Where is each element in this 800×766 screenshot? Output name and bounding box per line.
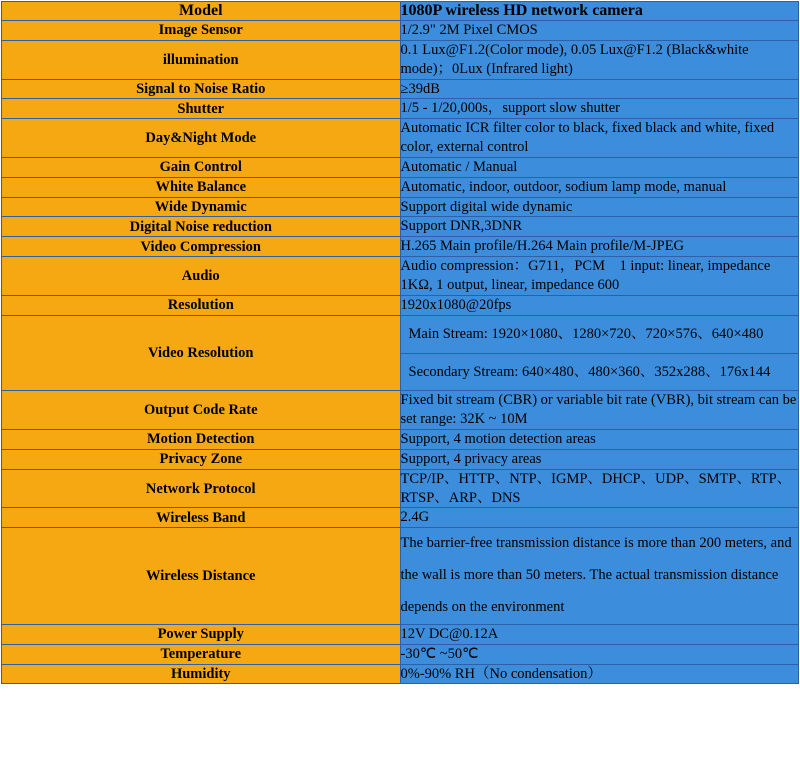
table-row	[2, 237, 799, 257]
table-body	[2, 2, 799, 684]
table-row	[2, 430, 799, 450]
spec-value-subrow: Secondary Stream: 640×480、480×360、352x288、176x144	[401, 354, 799, 391]
spec-label-cell: Video Resolution	[2, 315, 401, 391]
spec-value-cell: 0.1 Lux@F1.2(Color mode), 0.05 Lux@F1.2 (Black&white mode)；0Lux (Infrared light)	[400, 40, 799, 79]
spec-value-cell	[400, 315, 799, 391]
spec-label-cell: Audio	[2, 257, 401, 296]
table-row	[2, 119, 799, 158]
spec-label-cell: Wide Dynamic	[2, 197, 401, 217]
spec-label-cell: Day&Night Mode	[2, 119, 401, 158]
header-label-cell: Model	[2, 2, 401, 21]
table-row	[2, 99, 799, 119]
spec-label-cell: Gain Control	[2, 157, 401, 177]
spec-label-cell: Wireless Band	[2, 508, 401, 528]
spec-value-cell: Support, 4 privacy areas	[400, 449, 799, 469]
table-row	[2, 508, 799, 528]
table-row	[2, 197, 799, 217]
spec-value-cell: Support, 4 motion detection areas	[400, 430, 799, 450]
spec-value-cell: Audio compression：G711，PCM 1 input: linear, impedance 1KΩ, 1 output, linear, impedance 600	[400, 257, 799, 296]
table-row	[2, 295, 799, 315]
spec-label-cell: Image Sensor	[2, 21, 401, 41]
spec-value-cell: Fixed bit stream (CBR) or variable bit rate (VBR), bit stream can be set range: 32K ~ 10M	[400, 391, 799, 430]
spec-value-cell: 1/5 - 1/20,000s，support slow shutter	[400, 99, 799, 119]
spec-label-cell: Output Code Rate	[2, 391, 401, 430]
spec-label-cell: White Balance	[2, 177, 401, 197]
spec-label-cell: Network Protocol	[2, 469, 401, 508]
table-row	[2, 177, 799, 197]
spec-value-cell: -30℃ ~50℃	[400, 644, 799, 664]
table-row	[2, 391, 799, 430]
spec-value-cell: ≥39dB	[400, 79, 799, 99]
table-row	[2, 624, 799, 644]
spec-label-cell: Video Compression	[2, 237, 401, 257]
spec-value-cell: 1/2.9" 2M Pixel CMOS	[400, 21, 799, 41]
table-row	[2, 79, 799, 99]
spec-value-cell: 12V DC@0.12A	[400, 624, 799, 644]
specification-table	[1, 1, 799, 684]
spec-label-cell: Signal to Noise Ratio	[2, 79, 401, 99]
spec-value-cell: Automatic ICR filter color to black, fixed black and white, fixed color, external control	[400, 119, 799, 158]
spec-value-cell: 2.4G	[400, 508, 799, 528]
spec-value-cell: Support DNR,3DNR	[400, 217, 799, 237]
table-row	[2, 528, 799, 625]
table-row	[2, 217, 799, 237]
table-row	[2, 664, 799, 684]
spec-label-cell: Humidity	[2, 664, 401, 684]
spec-label-cell: Motion Detection	[2, 430, 401, 450]
spec-value-cell: The barrier-free transmission distance is more than 200 meters, and the wall is more than 50 meters. The actual transmission distance depends on the environment	[400, 528, 799, 625]
spec-label-cell: Resolution	[2, 295, 401, 315]
spec-label-cell: Privacy Zone	[2, 449, 401, 469]
table-row	[2, 21, 799, 41]
spec-label-cell: Shutter	[2, 99, 401, 119]
table-row	[2, 315, 799, 391]
table-row	[2, 644, 799, 664]
spec-value-cell: Automatic / Manual	[400, 157, 799, 177]
spec-value-cell: Support digital wide dynamic	[400, 197, 799, 217]
spec-value-cell: 1920x1080@20fps	[400, 295, 799, 315]
spec-label-cell: Wireless Distance	[2, 528, 401, 625]
table-row	[2, 449, 799, 469]
spec-value-cell: Automatic, indoor, outdoor, sodium lamp mode, manual	[400, 177, 799, 197]
spec-value-cell: TCP/IP、HTTP、NTP、IGMP、DHCP、UDP、SMTP、RTP、RTSP、ARP、DNS	[400, 469, 799, 508]
header-value-cell: 1080P wireless HD network camera	[400, 2, 799, 21]
table-row	[2, 157, 799, 177]
spec-label-cell: illumination	[2, 40, 401, 79]
table-header-row	[2, 2, 799, 21]
spec-value-subrow: Main Stream: 1920×1080、1280×720、720×576、640×480	[401, 316, 799, 354]
table-row	[2, 257, 799, 296]
table-row	[2, 40, 799, 79]
spec-label-cell: Temperature	[2, 644, 401, 664]
spec-value-cell: 0%-90% RH（No condensation）	[400, 664, 799, 684]
spec-label-cell: Digital Noise reduction	[2, 217, 401, 237]
spec-value-cell: H.265 Main profile/H.264 Main profile/M-JPEG	[400, 237, 799, 257]
table-row	[2, 469, 799, 508]
spec-label-cell: Power Supply	[2, 624, 401, 644]
